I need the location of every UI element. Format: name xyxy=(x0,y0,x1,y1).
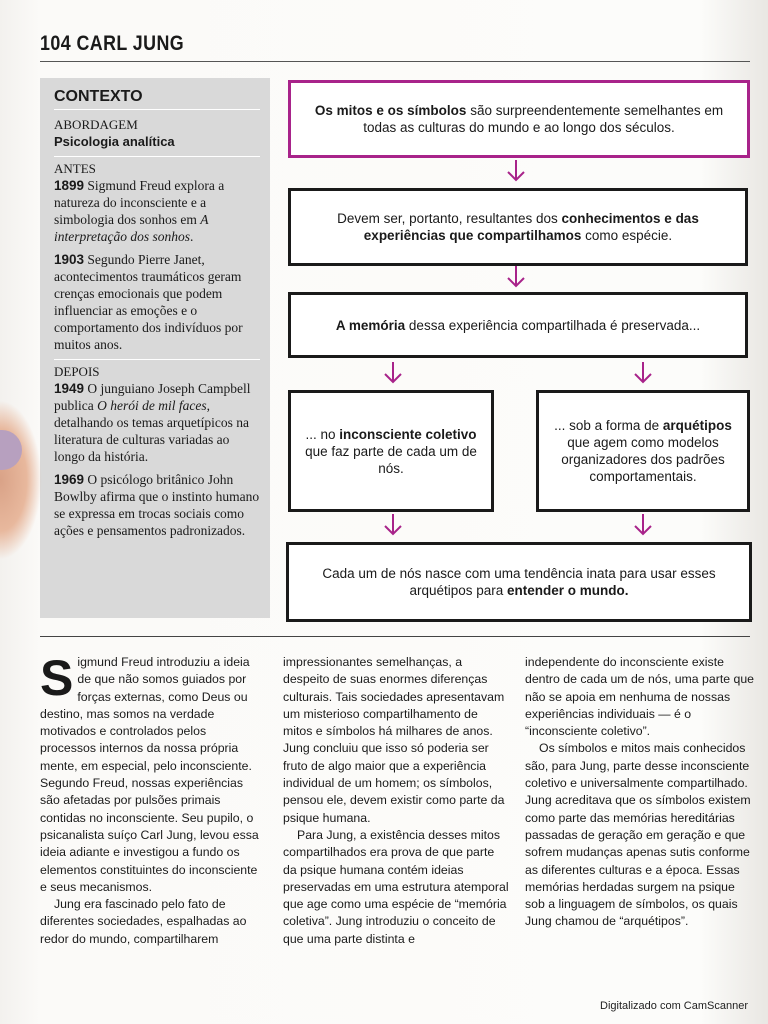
paragraph: Para Jung, a existência desses mitos compartilhados era prova de que parte da psique humana contém ideias preservadas em uma estrutura atemporal que age como uma espécie de “memória coletiva”. Jung introduziu o conceito de que uma parte distinta e xyxy=(283,827,509,946)
body-column-2 xyxy=(283,654,509,948)
thumb-shadow xyxy=(0,400,42,560)
section-divider xyxy=(40,636,750,637)
after-entry-1969: 1969 O psicólogo britânico John Bowlby afirma que o instinto humano se expressa em trocas sociais como ações e pensamentos padronizados. xyxy=(54,472,260,538)
paragraph: impressionantes semelhanças, a despeito de suas enormes diferenças culturais. Tais sociedades apresentavam um misterioso compartilhamento de mitos e símbolos há milhares de anos. Jung concluiu que isso só poderia ser fruto de algo maior que a experiência individual de um homem; os símbolos, pensou ele, devem existir como parte da psique humana. xyxy=(283,655,505,825)
flow-box-innate-tendency: Cada um de nós nasce com uma tendência inata para usar esses arquétipos para entender o mundo. xyxy=(286,542,752,622)
after-label: DEPOIS xyxy=(54,364,100,379)
after-section xyxy=(54,359,260,539)
header-rule xyxy=(40,61,750,62)
flow-box-collective-unconscious: ... no inconsciente coletivo que faz parte de cada um de nós. xyxy=(288,390,494,512)
scanner-watermark: Digitalizado com CamScanner xyxy=(600,1000,748,1012)
before-entry-1899: 1899 Sigmund Freud explora a natureza do inconsciente e a simbologia dos sonhos em A interpretação dos sonhos. xyxy=(54,178,225,244)
context-title: CONTEXTO xyxy=(54,88,260,110)
paragraph: independente do inconsciente existe dentro de cada um de nós, uma parte que não se apoia em nenhuma de nossas experiências individuais — é o “inconsciente coletivo”. xyxy=(525,655,755,739)
flow-box-archetypes: ... sob a forma de arquétipos que agem como modelos organizadores dos padrões comportamentais. xyxy=(536,390,750,512)
before-section xyxy=(54,156,260,353)
before-entry-1903: 1903 Segundo Pierre Janet, acontecimentos traumáticos geram crenças emocionais que podem influenciar as emoções e o comportamento dos indivíduos por muitos anos. xyxy=(54,252,243,352)
chapter-title: CARL JUNG xyxy=(76,32,185,55)
arrow-down-icon xyxy=(383,514,403,536)
body-column-1 xyxy=(40,650,262,948)
paragraph: Sigmund Freud introduziu a ideia de que não somos guiados por forças externas, como Deus ou destino, mas somos na verdade motivados e controlados pelos processos internos da nossa própria mente, em especial, pelo inconsciente. Segundo Freud, nossas experiências são afetadas por pulsões primais contidas no inconsciente. Seu pupilo, o psicanalista suíço Carl Jung, levou essa ideia adiante e investigou a fundo os elementos constituintes do inconsciente e seus mecanismos. xyxy=(40,650,259,894)
page-header xyxy=(40,32,184,56)
approach-label: ABORDAGEM xyxy=(54,117,138,132)
after-entry-1949: 1949 O junguiano Joseph Campbell publica O herói de mil faces, detalhando os temas arquetípicos na literatura de culturas variadas ao longo da história. xyxy=(54,381,251,464)
approach-value: Psicologia analítica xyxy=(54,134,175,149)
flow-box-knowledge: Devem ser, portanto, resultantes dos conhecimentos e das experiências que compartilhamos como espécie. xyxy=(288,188,748,266)
arrow-down-icon xyxy=(383,362,403,384)
drop-cap: S xyxy=(40,650,74,706)
page-number: 104 xyxy=(40,32,72,55)
paragraph: Os símbolos e mitos mais conhecidos são, para Jung, parte desse inconsciente coletivo e universalmente compartilhado. Jung acreditava que os símbolos existem como parte das memórias hereditárias passadas de geração em geração e que sofrem mudanças apenas sutis conforme as diferentes culturas e a época. Essas memórias herdadas surgem na psique sob a linguagem de símbolos, os quais Jung chamou de “arquétipos”. xyxy=(525,741,751,929)
flow-box-myths: Os mitos e os símbolos são surpreendentemente semelhantes em todas as culturas do mundo e ao longo dos séculos. xyxy=(288,80,750,158)
arrow-down-icon xyxy=(506,160,526,182)
arrow-down-icon xyxy=(633,362,653,384)
before-label: ANTES xyxy=(54,161,96,176)
paragraph: Jung era fascinado pelo fato de diferentes sociedades, espalhadas ao redor do mundo, compartilharem xyxy=(40,897,247,946)
body-column-3 xyxy=(525,654,755,931)
arrow-down-icon xyxy=(506,266,526,288)
arrow-down-icon xyxy=(633,514,653,536)
flow-box-memory: A memória dessa experiência compartilhada é preservada... xyxy=(288,292,748,358)
context-sidebar xyxy=(40,78,270,618)
